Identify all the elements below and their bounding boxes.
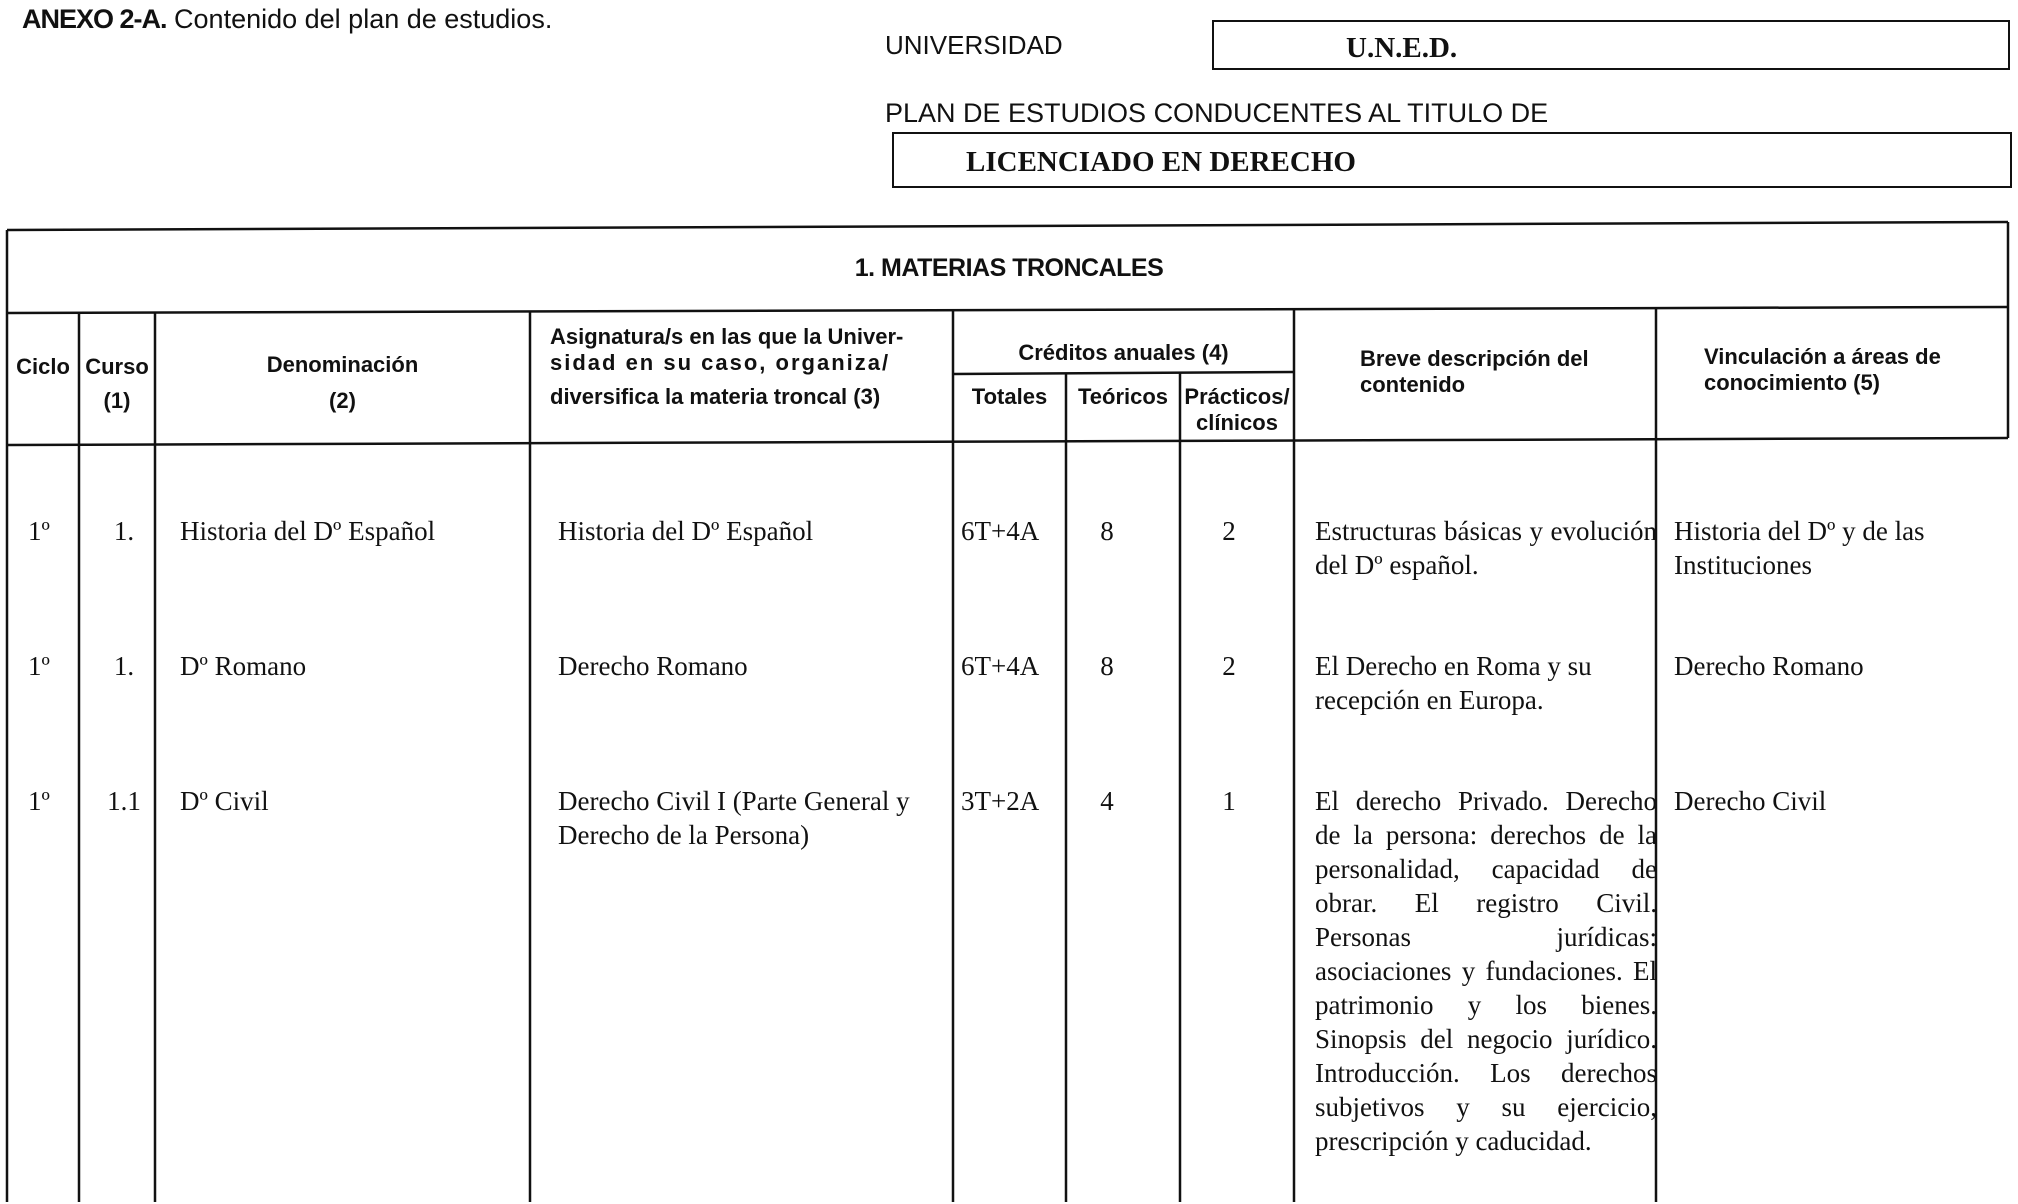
annex-label: ANEXO 2-A.: [22, 4, 167, 34]
row2-practicos: 2: [1222, 651, 1236, 681]
row3-curso: 1.1: [107, 786, 141, 816]
col-asignaturas-line1: Asignatura/s en las que la Univer-: [550, 324, 904, 349]
col-teoricos: Teóricos: [1077, 384, 1169, 409]
row2-teoricos: 8: [1100, 651, 1114, 681]
col-ciclo: Ciclo: [16, 354, 70, 379]
col-descripcion-line2: contenido: [1360, 372, 1466, 397]
plan-label: PLAN DE ESTUDIOS CONDUCENTES AL TITULO DE: [885, 98, 1549, 128]
row1-totales: 6T+4A: [961, 516, 1040, 546]
col-practicos-line1: Prácticos/: [1184, 384, 1290, 409]
col-denominacion: Denominación: [266, 352, 419, 377]
row3-practicos: 1: [1222, 786, 1236, 816]
col-practicos-line2: clínicos: [1196, 410, 1278, 435]
col-denominacion-note: (2): [329, 388, 356, 413]
annex-text: Contenido del plan de estudios.: [174, 4, 553, 34]
row3-vinculacion: Derecho Civil: [1674, 786, 1827, 816]
row1-denominacion: Historia del Dº Español: [180, 516, 436, 546]
row2-denominacion: Dº Romano: [180, 651, 307, 681]
row1-curso: 1.: [113, 516, 135, 546]
row1-vinculacion: Historia del Dº y de las Instituciones: [1674, 516, 1925, 580]
col-vinculacion-line2: conocimiento (5): [1704, 370, 1881, 395]
col-curso-note: (1): [103, 388, 131, 413]
col-descripcion-line1: Breve descripción del: [1360, 346, 1589, 371]
col-creditos: Créditos anuales (4): [1018, 340, 1229, 365]
col-asignaturas-line2: sidad en su caso, organiza/: [550, 350, 891, 375]
row3-ciclo: 1º: [28, 786, 50, 816]
row2-descripcion: El Derecho en Roma y su recepción en Europa.: [1315, 651, 1592, 715]
row2-curso: 1.: [113, 651, 135, 681]
row2-totales: 6T+4A: [961, 651, 1040, 681]
row1-descripcion: Estructuras básicas y evolución del Dº español.: [1315, 516, 1657, 580]
row2-asignatura: Derecho Romano: [558, 651, 748, 681]
row3-asignatura: Derecho Civil I (Parte General y Derecho de la Persona): [558, 786, 910, 850]
col-curso: Curso: [85, 354, 149, 379]
degree-title: LICENCIADO EN DERECHO: [966, 146, 1356, 178]
row2-vinculacion: Derecho Romano: [1674, 651, 1864, 681]
row1-practicos: 2: [1222, 516, 1236, 546]
university-label: UNIVERSIDAD: [885, 30, 1063, 60]
section-title: 1. MATERIAS TRONCALES: [854, 254, 1164, 282]
row3-teoricos: 4: [1100, 786, 1114, 816]
university-value: U.N.E.D.: [1346, 32, 1458, 64]
row1-teoricos: 8: [1100, 516, 1114, 546]
row1-ciclo: 1º: [28, 516, 50, 546]
row3-descripcion: El derecho Privado. Derecho de la persona: derechos de la personalidad, capacidad de obrar. El registro Civil. Personas jurídicas: asociaciones y fundaciones. El patrimonio y los bienes. Sinopsis del negocio jurídico. Introducción. Los derechos subjetivos y su ejercicio, prescripción y caducidad.: [1315, 786, 1657, 1156]
row1-asignatura: Historia del Dº Español: [558, 516, 814, 546]
col-vinculacion-line1: Vinculación a áreas de: [1704, 344, 1941, 369]
row3-denominacion: Dº Civil: [180, 786, 269, 816]
col-asignaturas-line3: diversifica la materia troncal (3): [550, 384, 881, 409]
row3-totales: 3T+2A: [961, 786, 1040, 816]
row2-ciclo: 1º: [28, 651, 50, 681]
col-totales: Totales: [971, 384, 1048, 409]
